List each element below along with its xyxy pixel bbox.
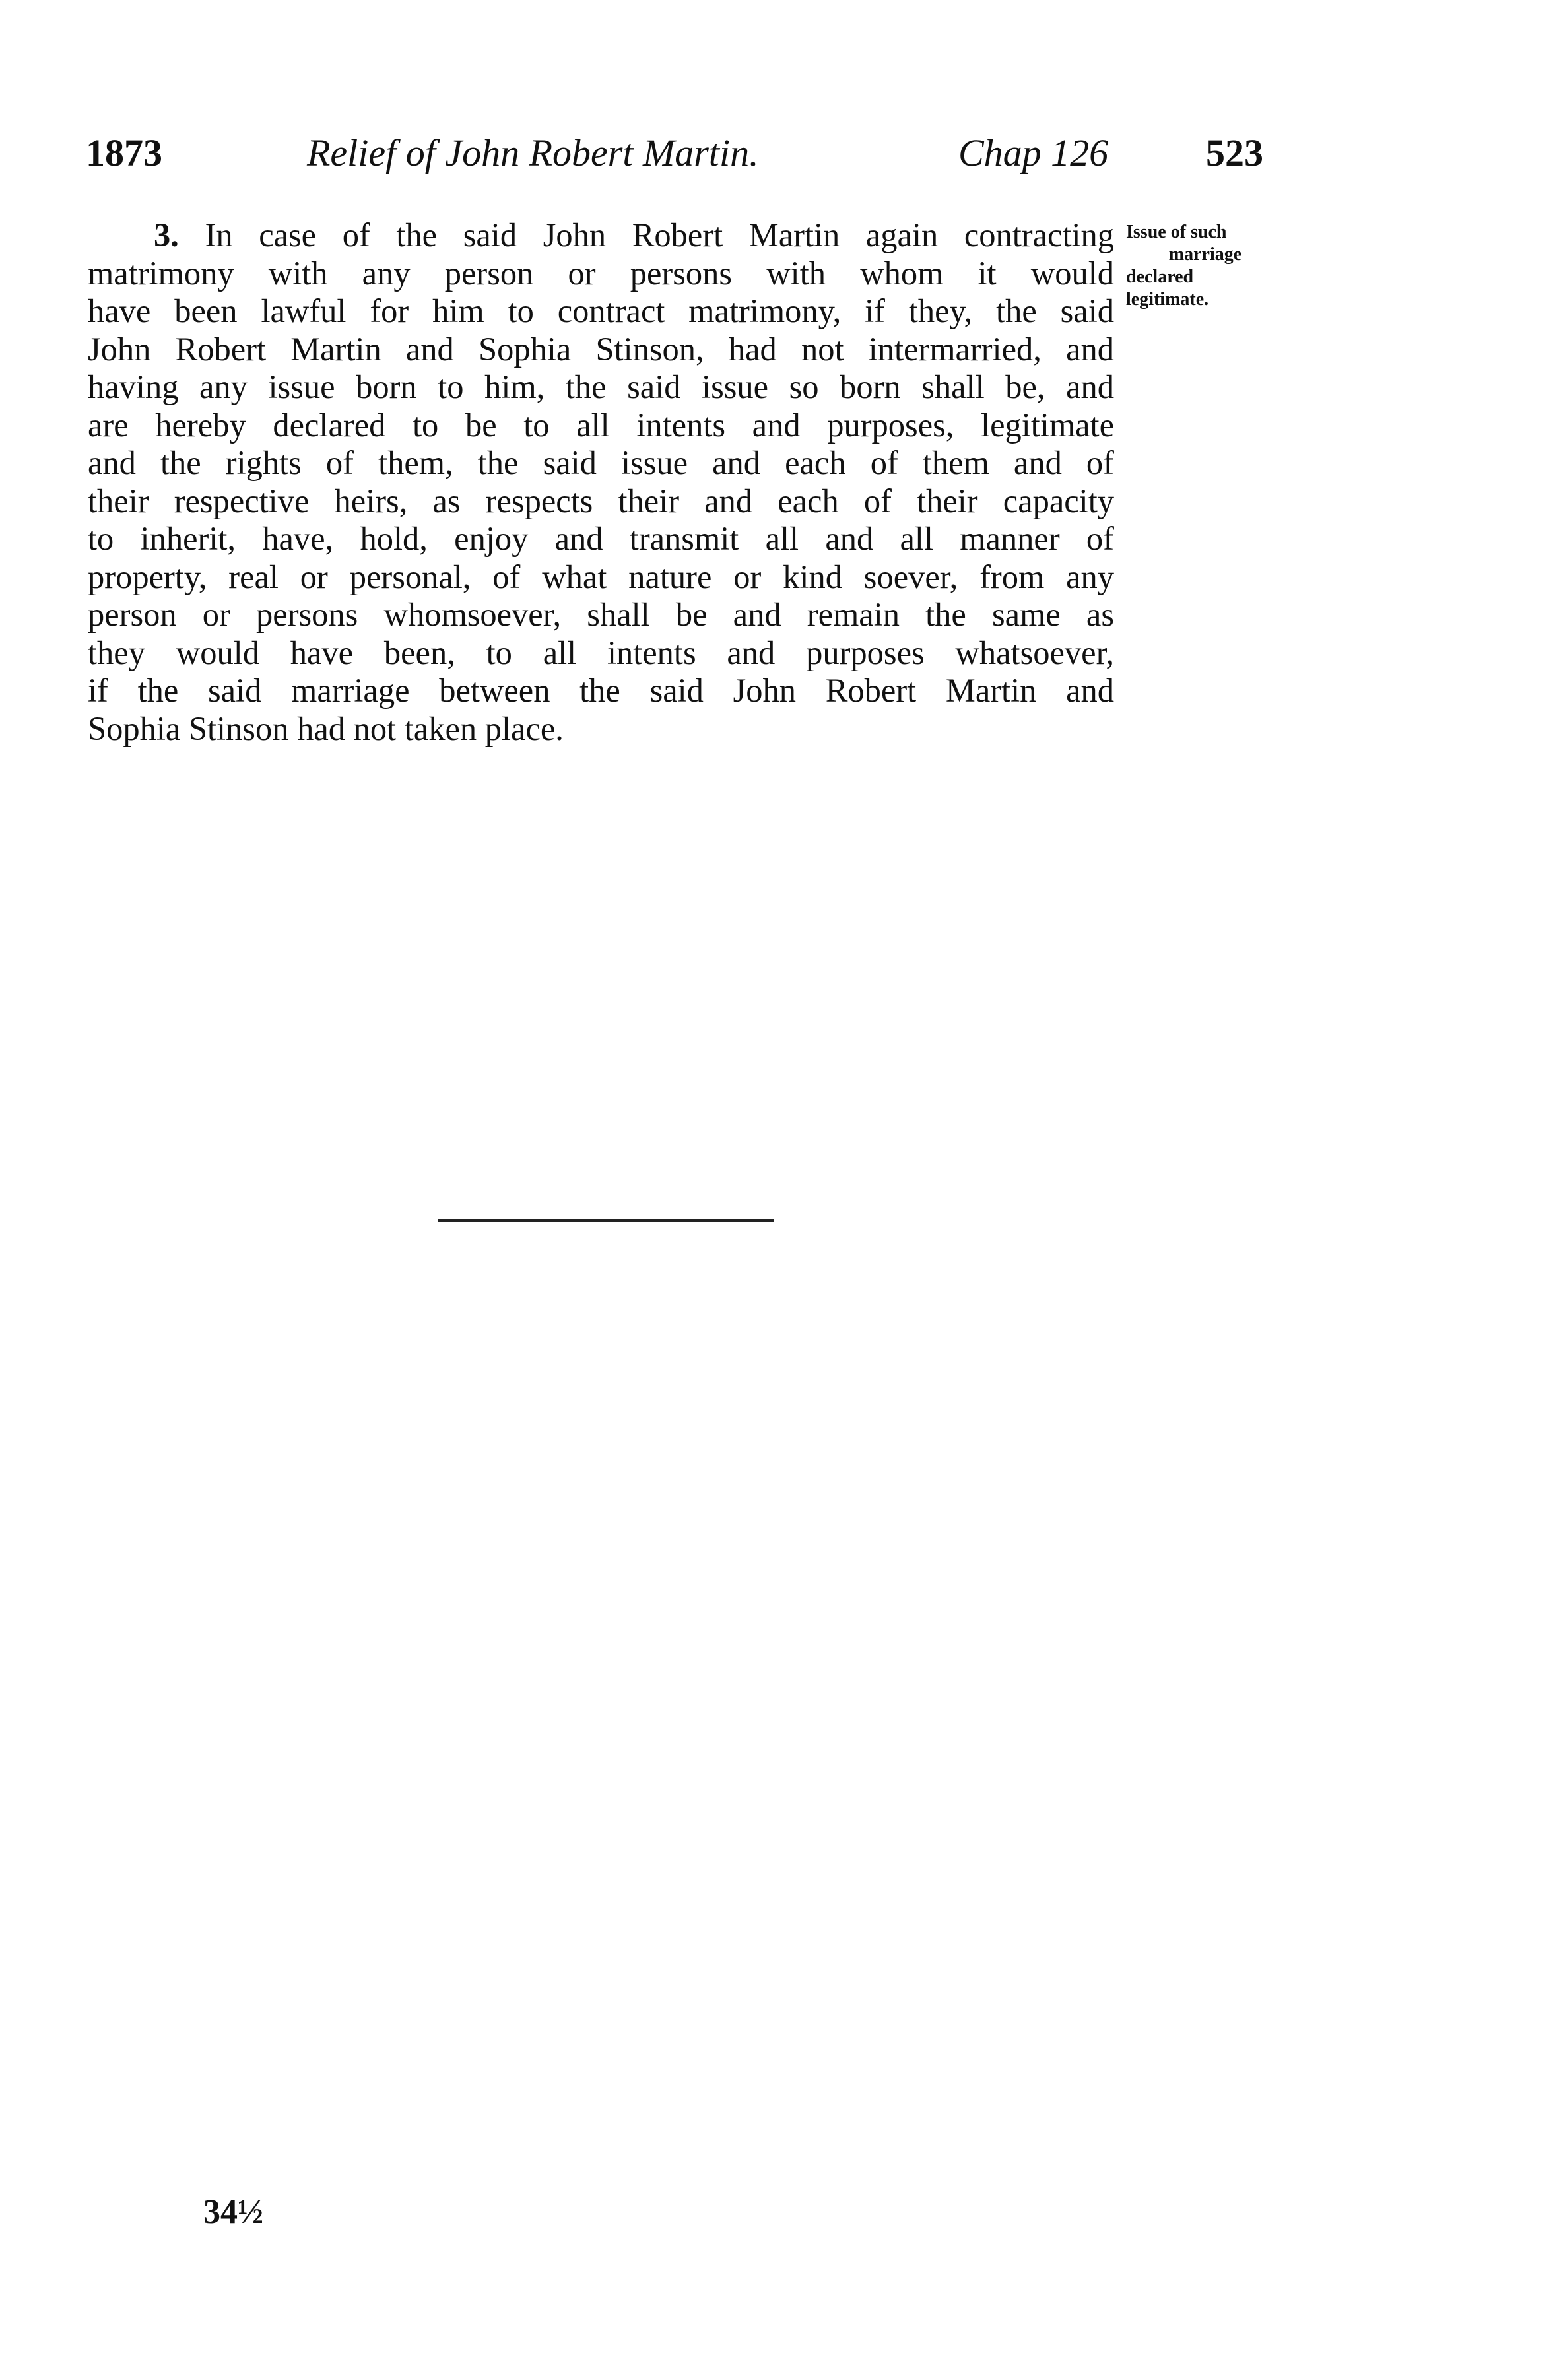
section-3-text [88,216,1114,748]
marginal-note-line: Issue of such [1126,222,1227,242]
section-line: John Robert Martin and Sophia Stinson, had not intermarried, and [88,330,1114,368]
section-line [88,216,1114,255]
section-line: matrimony with any person or persons with whom it would [88,254,1114,292]
header-chapter: Chap 126 [958,131,1109,174]
section-line: have been lawful for him to contract matrimony, if they, the said [88,292,1114,329]
header-year: 1873 [86,131,162,174]
running-header [86,131,1280,183]
section-line: their respective heirs, as respects their and each of their capacity [88,482,1114,519]
section-line: and the rights of them, the said issue and each of them and of [88,444,1114,481]
header-title: Relief of John Robert Martin. [307,131,759,174]
signature-mark: 34½ [203,2193,263,2231]
section-line: Sophia Stinson had not taken place. [88,710,564,747]
section-line-text: In case of the said John Robert Martin again contracting [205,216,1114,253]
section-line: property, real or personal, of what nature or kind soever, from any [88,558,1114,595]
marginal-note-line: marriage [1168,244,1242,265]
marginal-note-line: declared [1126,267,1194,287]
section-line: if the said marriage between the said John Robert Martin and [88,672,1114,709]
section-line: having any issue born to him, the said issue so born shall be, and [88,368,1114,405]
section-divider [438,1219,774,1222]
section-line: are hereby declared to be to all intents and purposes, legitimate [88,406,1114,444]
section-line: they would have been, to all intents and purposes whatsoever, [88,634,1114,671]
page-number: 523 [1206,131,1263,174]
marginal-note [1126,221,1284,311]
marginal-note-line: legitimate. [1126,289,1209,310]
section-line: person or persons whomsoever, shall be and remain the same as [88,596,1114,633]
section-line: to inherit, have, hold, enjoy and transmit all and all manner of [88,520,1114,557]
section-number: 3. [154,216,179,253]
